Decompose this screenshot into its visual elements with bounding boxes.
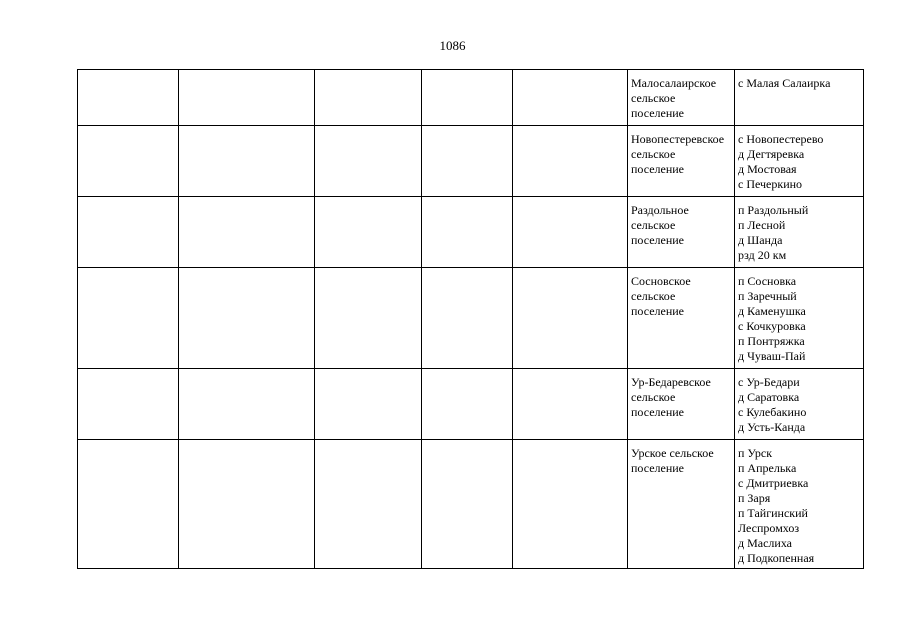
table-row [78, 70, 864, 126]
localities-cell: с Малая Салаирка [735, 70, 864, 126]
empty-cell [422, 70, 513, 126]
empty-cell [315, 268, 422, 369]
empty-cell [78, 369, 179, 440]
empty-cell [315, 440, 422, 569]
empty-cell [422, 369, 513, 440]
localities-cell: п Раздольный п Лесной д Шанда рзд 20 км [735, 197, 864, 268]
localities-cell: с Ур-Бедари д Саратовка с Кулебакино д Усть-Канда [735, 369, 864, 440]
settlement-name-cell: Новопестеревское сельское поселение [628, 126, 735, 197]
empty-cell [78, 70, 179, 126]
empty-cell [513, 268, 628, 369]
empty-cell [513, 369, 628, 440]
empty-cell [78, 126, 179, 197]
table-row [78, 268, 864, 369]
settlement-name-cell: Ур-Бедаревское сельское поселение [628, 369, 735, 440]
empty-cell [422, 268, 513, 369]
localities-cell: п Сосновка п Заречный д Каменушка с Кочкуровка п Понтряжка д Чуваш-Пай [735, 268, 864, 369]
empty-cell [422, 197, 513, 268]
empty-cell [179, 440, 315, 569]
settlement-name-cell: Раздольное сельское поселение [628, 197, 735, 268]
empty-cell [513, 440, 628, 569]
empty-cell [513, 197, 628, 268]
table-row [78, 126, 864, 197]
empty-cell [179, 369, 315, 440]
empty-cell [179, 70, 315, 126]
empty-cell [78, 268, 179, 369]
table-row [78, 369, 864, 440]
empty-cell [179, 268, 315, 369]
empty-cell [179, 197, 315, 268]
localities-cell: п Урск п Апрелька с Дмитриевка п Заря п Тайгинский Леспромхоз д Маслиха д Подкопенная [735, 440, 864, 569]
empty-cell [315, 369, 422, 440]
empty-cell [422, 440, 513, 569]
page-number: 1086 [439, 38, 466, 53]
empty-cell [513, 70, 628, 126]
settlements-table [77, 69, 864, 569]
settlement-name-cell: Сосновское сельское поселение [628, 268, 735, 369]
empty-cell [179, 126, 315, 197]
empty-cell [422, 126, 513, 197]
settlement-name-cell: Урское сельское поселение [628, 440, 735, 569]
table-row [78, 197, 864, 268]
empty-cell [78, 197, 179, 268]
empty-cell [513, 126, 628, 197]
table-row [78, 440, 864, 569]
empty-cell [78, 440, 179, 569]
empty-cell [315, 70, 422, 126]
empty-cell [315, 197, 422, 268]
localities-cell: с Новопестерево д Дегтяревка д Мостовая с Печеркино [735, 126, 864, 197]
empty-cell [315, 126, 422, 197]
settlement-name-cell: Малосалаирское сельское поселение [628, 70, 735, 126]
